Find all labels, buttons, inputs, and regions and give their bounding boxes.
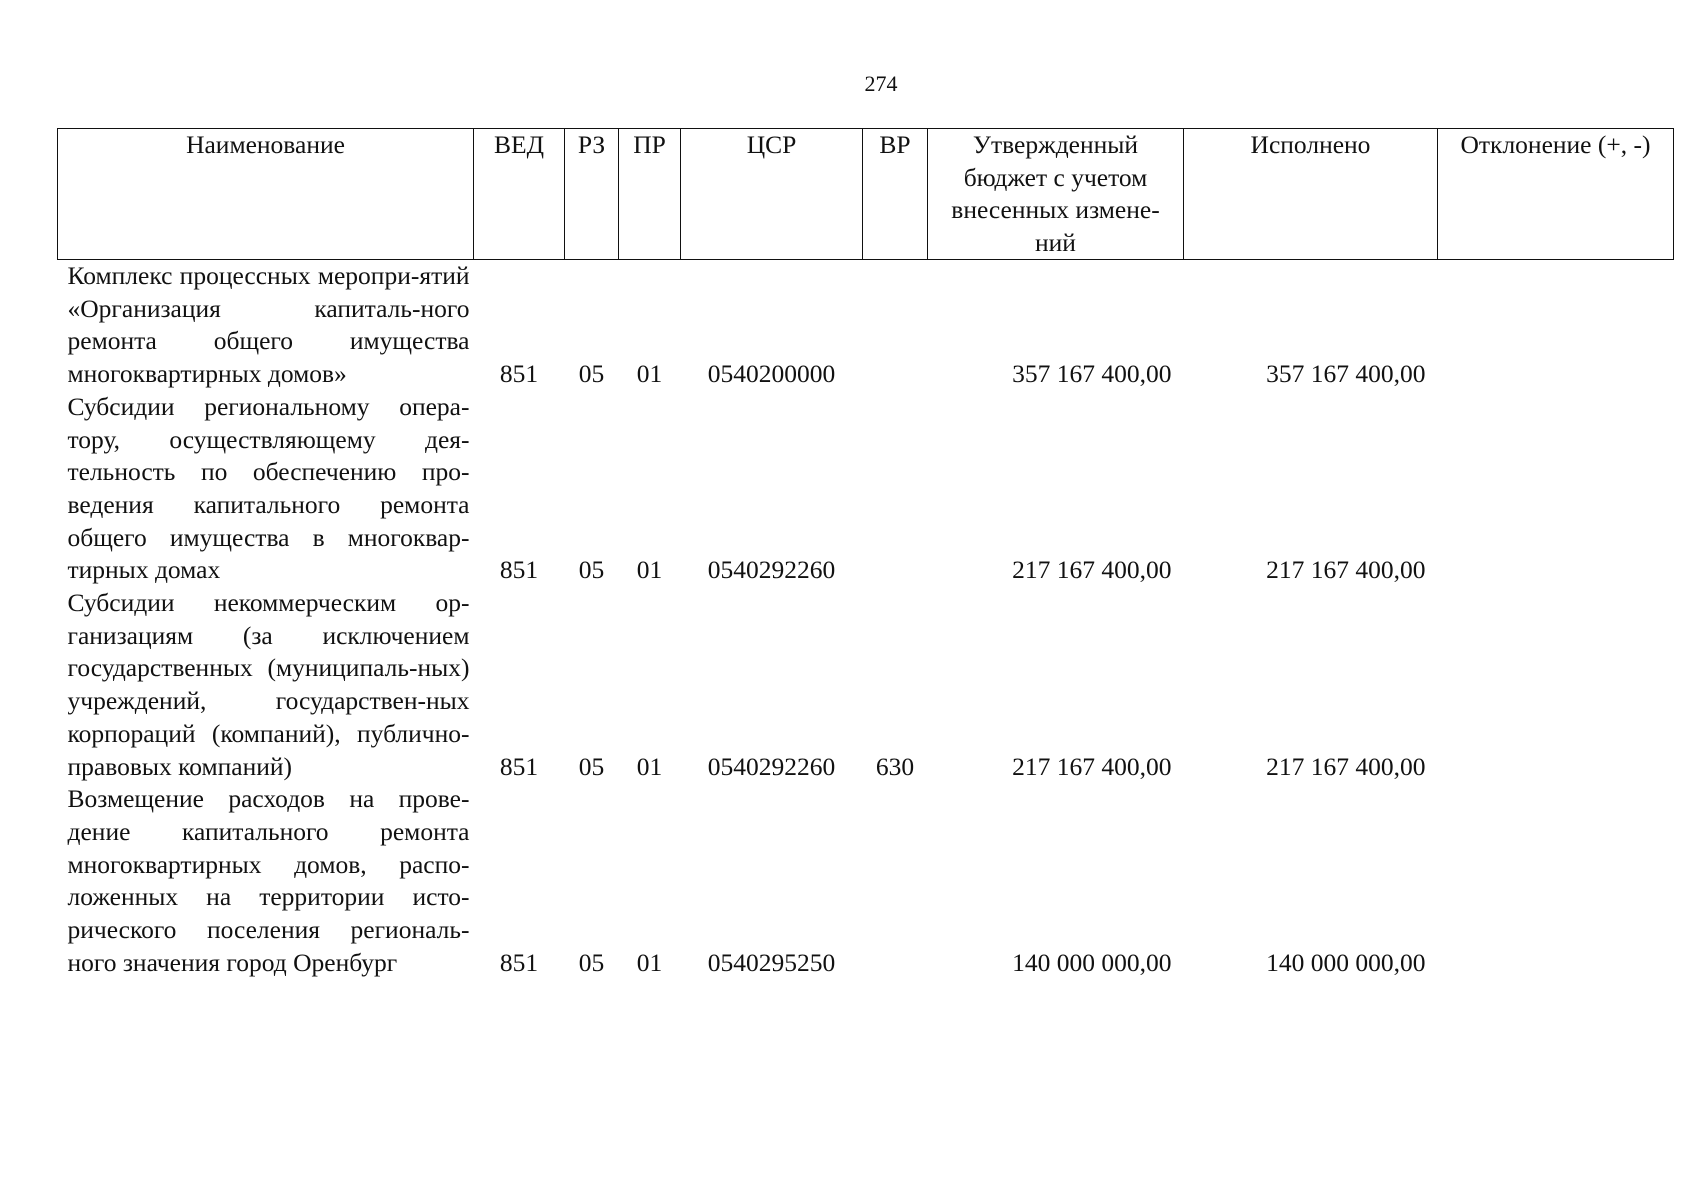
row-approved: 217 167 400,00 <box>1012 751 1172 781</box>
page-number: 274 <box>864 71 898 96</box>
row-approved: 357 167 400,00 <box>1012 359 1172 389</box>
row-deviation <box>1438 783 1674 979</box>
row-name: Комплекс процессных меропри-ятий «Организация капиталь-ного ремонта общего имущества многоквартирных домов» <box>67 261 470 389</box>
row-ved: 851 <box>499 947 539 977</box>
table-row <box>58 783 1674 979</box>
row-vr <box>863 260 928 391</box>
header-executed: Исполнено <box>1184 129 1438 260</box>
row-csr: 0540292260 <box>707 555 836 585</box>
table-row <box>58 260 1674 391</box>
header-csr: ЦСР <box>681 129 863 260</box>
row-executed: 357 167 400,00 <box>1266 359 1426 389</box>
row-rz: 05 <box>578 359 605 389</box>
row-rz: 05 <box>578 947 605 977</box>
table-body <box>58 260 1674 980</box>
row-pr: 01 <box>636 751 663 781</box>
header-ved: ВЕД <box>474 129 565 260</box>
budget-table <box>57 128 1674 979</box>
row-name: Возмещение расходов на прове-дение капитального ремонта многоквартирных домов, распо-ложенных на территории исто-рического поселения региональ-ного значения город Оренбург <box>67 784 470 977</box>
table-row <box>58 391 1674 587</box>
row-pr: 01 <box>636 947 663 977</box>
header-vr: ВР <box>863 129 928 260</box>
row-pr: 01 <box>636 359 663 389</box>
header-name: Наименование <box>58 129 474 260</box>
row-deviation <box>1438 260 1674 391</box>
header-pr: ПР <box>619 129 681 260</box>
row-name: Субсидии некоммерческим ор-ганизациям (за исключением государственных (муниципаль-ных) учреждений, государствен-ных корпораций (компаний), публично-правовых компаний) <box>67 588 470 781</box>
row-rz: 05 <box>578 555 605 585</box>
header-row <box>58 129 1674 260</box>
header-deviation: Отклонение (+, -) <box>1438 129 1674 260</box>
header-approved-budget: Утвержденный бюджет с учетом внесенных измене-ний <box>928 129 1184 260</box>
row-executed: 217 167 400,00 <box>1266 555 1426 585</box>
row-vr <box>863 391 928 587</box>
row-csr: 0540200000 <box>707 359 836 389</box>
row-ved: 851 <box>499 751 539 781</box>
row-executed: 140 000 000,00 <box>1266 947 1426 977</box>
row-deviation <box>1438 391 1674 587</box>
row-vr: 630 <box>875 751 915 781</box>
header-rz: РЗ <box>565 129 619 260</box>
row-deviation <box>1438 587 1674 783</box>
row-approved: 217 167 400,00 <box>1012 555 1172 585</box>
row-vr <box>863 783 928 979</box>
row-ved: 851 <box>499 555 539 585</box>
table-row <box>58 587 1674 783</box>
row-csr: 0540292260 <box>707 751 836 781</box>
row-csr: 0540295250 <box>707 947 836 977</box>
row-approved: 140 000 000,00 <box>1012 947 1172 977</box>
row-rz: 05 <box>578 751 605 781</box>
row-name: Субсидии региональному опера-тору, осуществляющему дея-тельность по обеспечению про-ведения капитального ремонта общего имущества в многоквар-тирных домах <box>67 391 470 585</box>
row-executed: 217 167 400,00 <box>1266 751 1426 781</box>
row-ved: 851 <box>499 359 539 389</box>
row-pr: 01 <box>636 555 663 585</box>
table-header <box>58 129 1674 260</box>
